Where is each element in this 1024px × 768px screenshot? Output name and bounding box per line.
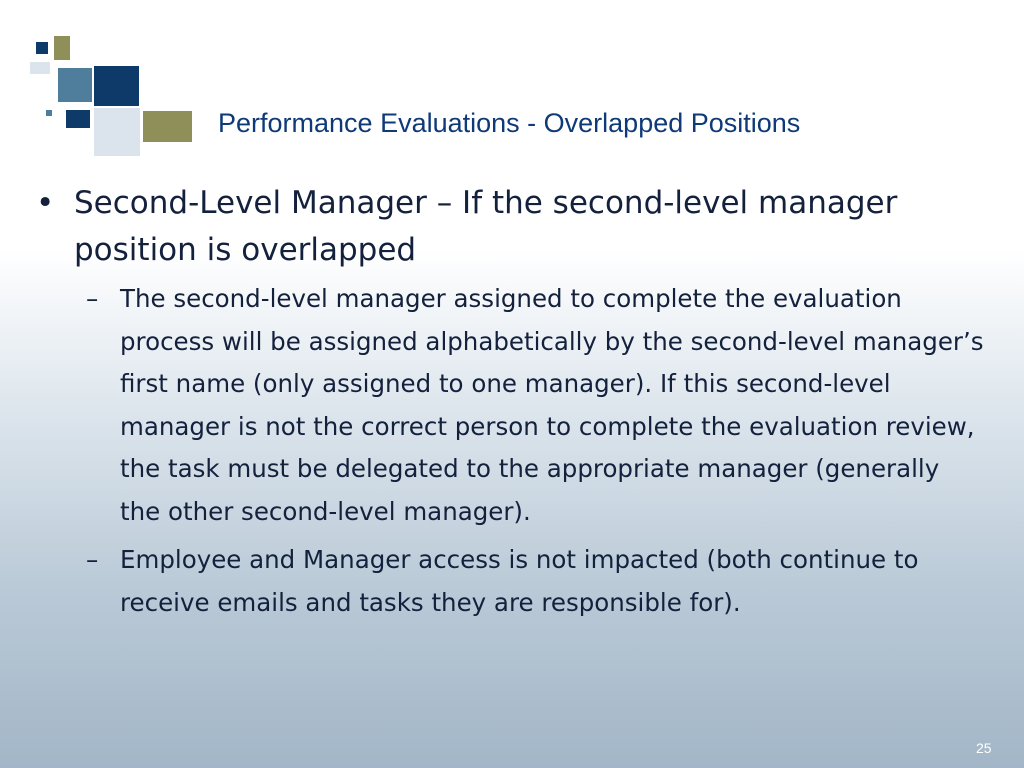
sub-bullet-item bbox=[86, 539, 986, 624]
sub-bullet-marker: – bbox=[86, 284, 99, 313]
bullet-item bbox=[36, 180, 986, 274]
page-number: 25 bbox=[976, 740, 992, 756]
logo-square-pale-large bbox=[94, 108, 140, 156]
slide-title: Performance Evaluations - Overlapped Positions bbox=[218, 108, 801, 138]
logo-square-navy-tiny bbox=[46, 110, 52, 116]
sub-bullet-marker: – bbox=[86, 545, 99, 574]
logo-square-olive-small bbox=[54, 36, 70, 60]
slide-body bbox=[36, 180, 986, 624]
logo-square-olive-large bbox=[143, 111, 192, 142]
sub-bullet-text: Employee and Manager access is not impacted (both continue to receive emails and tasks they are responsible for). bbox=[120, 545, 919, 617]
logo-square-navy-small bbox=[36, 42, 48, 54]
sub-bullet-text: The second-level manager assigned to complete the evaluation process will be assigned alphabetically by the second-level manager’s first name (only assigned to one manager). If this second-level manager is not the correct person to complete the evaluation review, the task must be delegated to the appropriate manager (generally the other second-level manager). bbox=[120, 284, 984, 526]
logo-square-pale-small bbox=[30, 62, 50, 74]
sub-bullet-item bbox=[86, 278, 986, 533]
bullet-marker: • bbox=[36, 185, 55, 221]
logo-square-navy-large bbox=[94, 66, 139, 106]
logo-square-steel-blue bbox=[58, 68, 92, 102]
bullet-text: Second-Level Manager – If the second-level manager position is overlapped bbox=[74, 185, 898, 268]
logo-square-navy-medium bbox=[66, 110, 90, 128]
